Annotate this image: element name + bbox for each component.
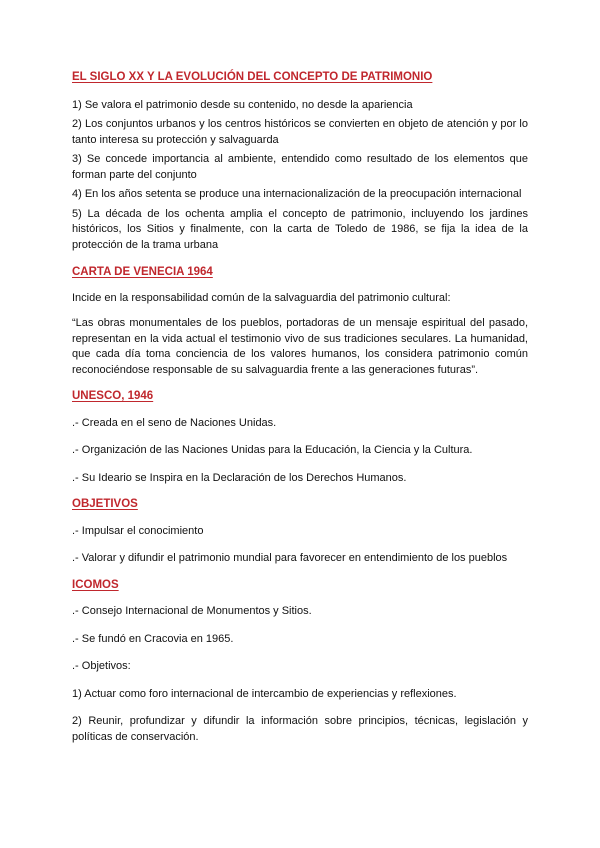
section-heading-siglo-xx: EL SIGLO XX Y LA EVOLUCIÓN DEL CONCEPTO DE PATRIMONIO	[72, 71, 433, 83]
list-item: 1) Se valora el patrimonio desde su contenido, no desde la apariencia	[72, 98, 413, 111]
document-body	[72, 70, 528, 745]
section-heading-objetivos: OBJETIVOS	[72, 498, 138, 510]
section-heading-unesco: UNESCO, 1946	[72, 390, 154, 402]
list-item: .- Consejo Internacional de Monumentos y Sitios.	[72, 605, 312, 617]
list-item: 2) Reunir, profundizar y difundir la información sobre principios, técnicas, legislación y políticas de conservación.	[72, 715, 528, 743]
carta-quote: “Las obras monumentales de los pueblos, portadoras de un mensaje espiritual del pasado, representan en la vida actual el testimonio vivo de sus tradiciones seculares. La humanidad, que cada día toma conciencia de los valores humanos, los considera patrimonio común reconociéndose responsable de su salvaguardia frente a las generaciones futuras”.	[72, 317, 528, 376]
list-item: .- Organización de las Naciones Unidas para la Educación, la Ciencia y la Cultura.	[72, 444, 473, 456]
list-item: .- Se fundó en Cracovia en 1965.	[72, 632, 234, 645]
section-heading-icomos: ICOMOS	[72, 578, 119, 591]
section-heading-carta-venecia: CARTA DE VENECIA 1964	[72, 266, 213, 278]
list-item: 5) La década de los ochenta amplia el concepto de patrimonio, incluyendo los jardines históricos, los Sitios y finalmente, con la carta de Toledo de 1986, se fija la idea de la protección de la trama urbana	[72, 207, 528, 251]
list-item: 3) Se concede importancia al ambiente, entendido como resultado de los elementos que forman parte del conjunto	[72, 153, 528, 181]
list-item: 1) Actuar como foro internacional de intercambio de experiencias y reflexiones.	[72, 687, 457, 700]
list-item: .- Objetivos:	[72, 660, 131, 672]
list-item: .- Su Ideario se Inspira en la Declaración de los Derechos Humanos.	[72, 471, 407, 484]
list-item: 2) Los conjuntos urbanos y los centros históricos se convierten en objeto de atención y por lo tanto interesa su protección y salvaguarda	[72, 118, 528, 146]
list-item: 4) En los años setenta se produce una internacionalización de la preocupación internacional	[72, 188, 522, 200]
list-item: .- Creada en el seno de Naciones Unidas.	[72, 416, 277, 429]
carta-intro: Incide en la responsabilidad común de la salvaguardia del patrimonio cultural:	[72, 291, 451, 304]
list-item: .- Valorar y difundir el patrimonio mundial para favorecer en entendimiento de los pueblos	[72, 552, 508, 564]
siglo-xx-list	[72, 98, 528, 254]
list-item: .- Impulsar el conocimiento	[72, 524, 204, 537]
